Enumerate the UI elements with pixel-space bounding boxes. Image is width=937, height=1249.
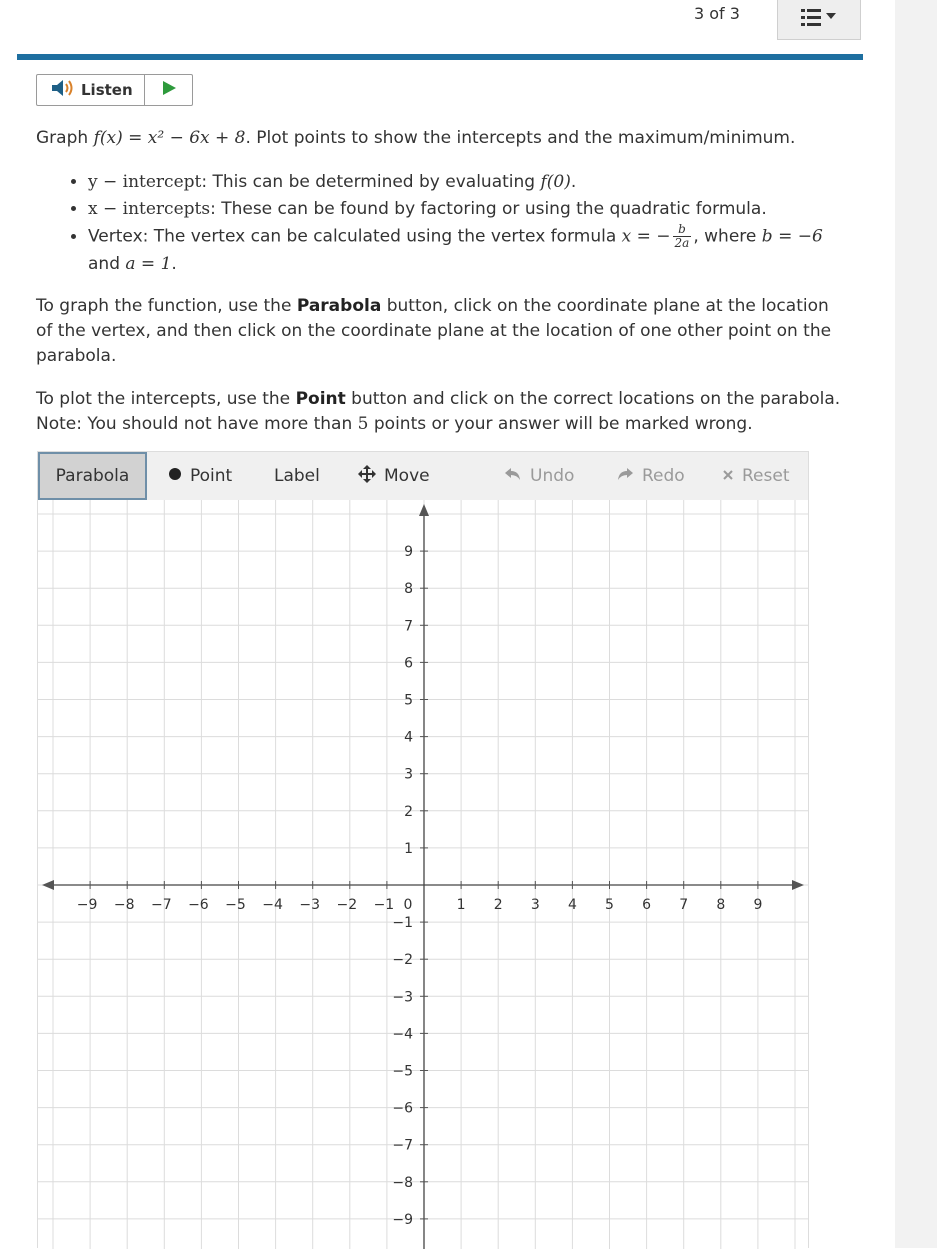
x-tick-label: −1 <box>373 897 395 913</box>
point-icon <box>168 466 182 486</box>
x-tick-label: 3 <box>530 897 540 913</box>
close-icon <box>722 466 734 486</box>
x-axis-arrow-left <box>42 880 54 890</box>
reset-label: Reset <box>742 466 790 486</box>
y-tick-label: 9 <box>404 544 413 561</box>
y-tick-label: −5 <box>392 1063 413 1080</box>
y-tick-label: 7 <box>404 618 413 635</box>
list-menu-icon <box>799 5 839 33</box>
question-counter: 3 of 3 <box>694 4 740 23</box>
x-tick-label: −9 <box>76 897 98 913</box>
x-tick-label: 2 <box>493 897 503 913</box>
redo-button[interactable] <box>616 452 685 500</box>
y-tick-label: −1 <box>392 915 413 932</box>
hint-list <box>36 169 846 278</box>
x-tick-label: −3 <box>299 897 321 913</box>
x-tick-label: 9 <box>753 897 763 913</box>
play-button[interactable] <box>145 75 192 105</box>
listen-button[interactable] <box>37 75 145 105</box>
point-tool-button[interactable] <box>168 452 232 500</box>
reset-button[interactable] <box>722 452 790 500</box>
undo-button[interactable] <box>504 452 574 500</box>
origin-label: 0 <box>403 897 413 913</box>
y-tick-label: −6 <box>392 1100 413 1117</box>
y-tick-label: −7 <box>392 1137 413 1154</box>
y-tick-label: −8 <box>392 1174 413 1191</box>
vertex-fraction: $\frac{b}{2a}$ <box>674 222 690 250</box>
hint-x-intercepts: • x − intercepts: These can be found by factoring or using the quadratic formula. <box>88 196 846 223</box>
undo-label: Undo <box>530 466 575 486</box>
right-gutter <box>895 0 937 1248</box>
header-divider <box>17 54 863 60</box>
parabola-tool-label: Parabola <box>55 466 130 486</box>
x-tick-label: 6 <box>642 897 652 913</box>
function-expression: f(x) = x² − 6x + 8 <box>93 128 246 148</box>
x-tick-label: 8 <box>716 897 726 913</box>
x-tick-label: 1 <box>456 897 466 913</box>
hint-y-intercept: • y − intercept: This can be determined by evaluating f(0). <box>88 169 846 196</box>
x-tick-label: −6 <box>188 897 209 913</box>
play-icon <box>161 80 177 100</box>
redo-icon <box>616 466 634 486</box>
x-tick-label: −7 <box>150 897 172 913</box>
y-tick-label: −4 <box>392 1026 413 1043</box>
undo-icon <box>504 466 522 486</box>
x-tick-label: 7 <box>679 897 689 913</box>
redo-label: Redo <box>642 466 685 486</box>
y-tick-label: 8 <box>404 581 413 598</box>
y-tick-label: −2 <box>392 952 413 969</box>
instructions-parabola: To graph the function, use the Parabola button, click on the coordinate plane at the location of the vertex, and then click on the coordinate plane at the location of one other point on the parabola. <box>36 295 832 366</box>
y-tick-label: 5 <box>404 692 413 709</box>
x-tick-label: 5 <box>605 897 614 913</box>
parabola-tool-button[interactable] <box>38 452 147 500</box>
graph-toolbar <box>38 452 808 500</box>
x-tick-label: −2 <box>336 897 358 913</box>
graphing-tool <box>37 451 809 1248</box>
y-tick-label: 4 <box>404 729 413 746</box>
x-axis-arrow-right <box>792 880 804 890</box>
move-icon <box>358 465 376 488</box>
x-tick-label: −5 <box>225 897 246 913</box>
question-prompt: Graph f(x) = x² − 6x + 8. Plot points to show the intercepts and the maximum/minimum. <box>36 128 796 148</box>
hint-vertex: • Vertex: The vertex can be calculated using the vertex formula x = − $\frac{b}{2a}$ , where b = −6 and a = 1. <box>88 223 846 278</box>
question-content <box>36 126 846 437</box>
coordinate-plane[interactable] <box>38 500 808 1249</box>
point-tool-label: Point <box>190 466 233 486</box>
y-tick-label: 3 <box>404 766 413 783</box>
y-tick-label: 1 <box>404 840 413 857</box>
listen-label: Listen <box>81 81 133 99</box>
y-tick-label: −3 <box>392 989 413 1006</box>
move-tool-label: Move <box>384 466 430 486</box>
label-tool-button[interactable] <box>274 452 320 500</box>
y-axis-arrow-up <box>419 504 429 516</box>
label-tool-label: Label <box>274 466 320 486</box>
y-tick-label: 2 <box>404 803 413 820</box>
x-tick-label: 4 <box>567 897 577 913</box>
speaker-icon <box>51 79 75 101</box>
question-menu-button[interactable] <box>777 0 861 40</box>
move-tool-button[interactable] <box>358 452 430 500</box>
x-tick-label: −4 <box>262 897 283 913</box>
instructions-point: To plot the intercepts, use the Point button and click on the correct locations on the parabola. Note: You should not have more than 5 points or your answer will be marked wrong. <box>36 388 841 434</box>
y-tick-label: −9 <box>392 1211 413 1228</box>
listen-control <box>36 74 193 106</box>
y-tick-label: 6 <box>404 655 413 672</box>
x-tick-label: −8 <box>113 897 135 913</box>
